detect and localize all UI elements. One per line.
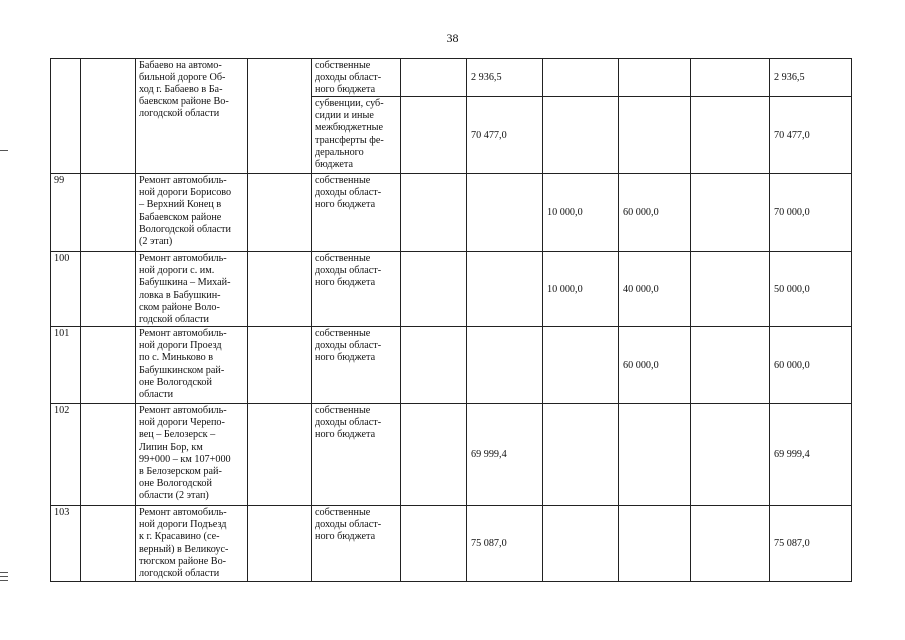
amount-cell: [619, 97, 691, 174]
empty-cell: [248, 59, 312, 174]
empty-cell: [81, 404, 136, 506]
amount-cell: [467, 327, 543, 404]
empty-cell: [401, 252, 467, 327]
budget-table: [50, 58, 852, 582]
amount-cell: 69 999,4: [467, 404, 543, 506]
row-number-cell: [51, 59, 81, 174]
amount-cell: [543, 327, 619, 404]
scan-mark: [0, 150, 8, 151]
empty-cell: [401, 174, 467, 252]
object-name-cell: Ремонт автомобиль- ной дороги Борисово – Верхний Конец в Бабаевском районе Вологодской области (2 этап): [136, 174, 248, 252]
funding-source-cell: собственные доходы област- ного бюджета: [312, 174, 401, 252]
total-cell: 70 477,0: [770, 97, 852, 174]
scan-mark: [0, 580, 8, 581]
total-cell: 60 000,0: [770, 327, 852, 404]
empty-cell: [691, 59, 770, 97]
empty-cell: [691, 174, 770, 252]
funding-source-cell: собственные доходы област- ного бюджета: [312, 327, 401, 404]
table-row: [51, 174, 852, 252]
row-number-cell: 99: [51, 174, 81, 252]
amount-cell: 2 936,5: [467, 59, 543, 97]
amount-cell: [467, 252, 543, 327]
amount-cell: 60 000,0: [619, 174, 691, 252]
empty-cell: [81, 327, 136, 404]
total-cell: 2 936,5: [770, 59, 852, 97]
empty-cell: [401, 327, 467, 404]
amount-cell: 75 087,0: [467, 506, 543, 582]
total-cell: 70 000,0: [770, 174, 852, 252]
amount-cell: [543, 59, 619, 97]
object-name-cell: Ремонт автомобиль- ной дороги Черепо- вец – Белозерск – Липин Бор, км 99+000 – км 107+000 в Белозерском рай- оне Вологодской области (2 этап): [136, 404, 248, 506]
empty-cell: [248, 506, 312, 582]
amount-cell: [543, 506, 619, 582]
object-name-cell: Ремонт автомобиль- ной дороги Проезд по с. Миньково в Бабушкинском рай- оне Вологодской области: [136, 327, 248, 404]
amount-cell: [467, 174, 543, 252]
empty-cell: [691, 252, 770, 327]
total-cell: 69 999,4: [770, 404, 852, 506]
amount-cell: 40 000,0: [619, 252, 691, 327]
empty-cell: [248, 252, 312, 327]
amount-cell: [619, 404, 691, 506]
scan-mark: [0, 576, 8, 577]
empty-cell: [248, 327, 312, 404]
table-row: [51, 506, 852, 582]
amount-cell: [543, 404, 619, 506]
empty-cell: [401, 404, 467, 506]
funding-source-cell: собственные доходы област- ного бюджета: [312, 252, 401, 327]
row-number-cell: 101: [51, 327, 81, 404]
amount-cell: [619, 506, 691, 582]
amount-cell: 70 477,0: [467, 97, 543, 174]
object-name-cell: Ремонт автомобиль- ной дороги Подъезд к г. Красавино (се- верный) в Великоус- тюгском районе Во- логодской области: [136, 506, 248, 582]
empty-cell: [691, 327, 770, 404]
empty-cell: [81, 59, 136, 174]
total-cell: 75 087,0: [770, 506, 852, 582]
amount-cell: 60 000,0: [619, 327, 691, 404]
scan-mark: [0, 572, 8, 573]
empty-cell: [691, 506, 770, 582]
page-number: 38: [446, 31, 459, 45]
row-number-cell: 100: [51, 252, 81, 327]
empty-cell: [401, 59, 467, 97]
amount-cell: 10 000,0: [543, 252, 619, 327]
object-name-cell: Ремонт автомобиль- ной дороги с. им. Бабушкина – Михай- ловка в Бабушкин- ском районе Воло- годской области: [136, 252, 248, 327]
table-row: [51, 404, 852, 506]
empty-cell: [248, 174, 312, 252]
amount-cell: [619, 59, 691, 97]
table-row: [51, 252, 852, 327]
row-number-cell: 103: [51, 506, 81, 582]
table-row: [51, 327, 852, 404]
total-cell: 50 000,0: [770, 252, 852, 327]
row-number-cell: 102: [51, 404, 81, 506]
funding-source-cell: субвенции, суб- сидии и иные межбюджетные трансферты фе- дерального бюджета: [312, 97, 401, 174]
amount-cell: [543, 97, 619, 174]
empty-cell: [401, 97, 467, 174]
funding-source-cell: собственные доходы област- ного бюджета: [312, 506, 401, 582]
object-name-cell: Бабаево на автомо- бильной дороге Об- ход г. Бабаево в Ба- баевском районе Во- логодской области: [136, 59, 248, 174]
empty-cell: [691, 404, 770, 506]
empty-cell: [81, 252, 136, 327]
funding-source-cell: собственные доходы област- ного бюджета: [312, 59, 401, 97]
empty-cell: [81, 174, 136, 252]
empty-cell: [401, 506, 467, 582]
funding-source-cell: собственные доходы област- ного бюджета: [312, 404, 401, 506]
table-row: [51, 59, 852, 97]
empty-cell: [248, 404, 312, 506]
empty-cell: [81, 506, 136, 582]
amount-cell: 10 000,0: [543, 174, 619, 252]
empty-cell: [691, 97, 770, 174]
